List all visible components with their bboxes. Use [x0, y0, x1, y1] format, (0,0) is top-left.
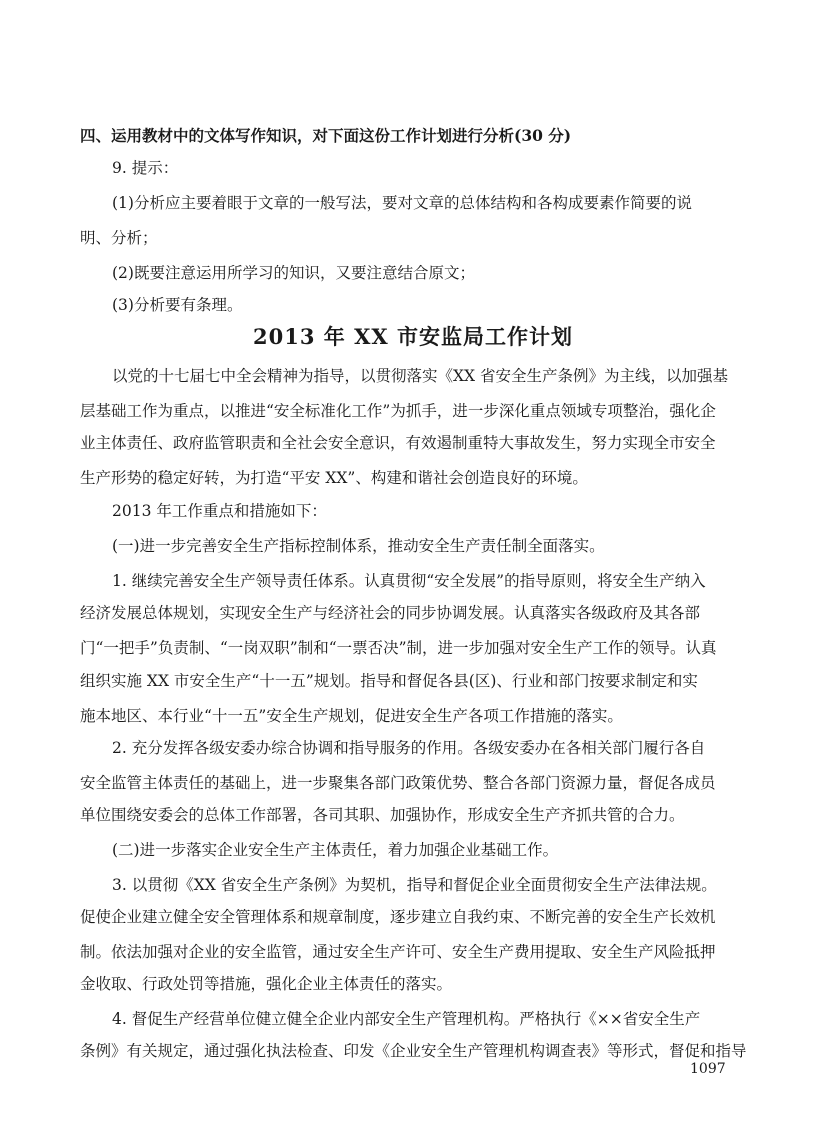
hint-1-line-1: (1)分析应主要着眼于文章的一般写法，要对文章的总体结构和各构成要素作简要的说: [112, 194, 692, 212]
hint-1-line-2: 明、分析；: [80, 229, 158, 247]
intro-line-3: 业主体责任、政府监管职责和全社会安全意识，有效遏制重特大事故发生，努力实现全市安全: [80, 434, 716, 452]
item-4-line-2: 条例》有关规定，通过强化执法检查、印发《企业安全生产管理机构调查表》等形式，督促和指导: [80, 1042, 747, 1060]
focus-line: 2013 年工作重点和措施如下：: [112, 502, 327, 520]
item-3-line-1: 3. 以贯彻《XX 省安全生产条例》为契机，指导和督促企业全面贯彻安全生产法律法规。: [112, 876, 717, 894]
hint-2: (2)既要注意运用所学习的知识，又要注意结合原文；: [112, 264, 475, 282]
item-1-line-5: 施本地区、本行业“十一五”安全生产规划，促进安全生产各项工作措施的落实。: [80, 707, 623, 725]
item-4-line-1: 4. 督促生产经营单位健立健全企业内部安全生产管理机构。严格执行《××省安全生产: [112, 1010, 701, 1028]
item-2-line-3: 单位围绕安委会的总体工作部署，各司其职、加强协作，形成安全生产齐抓共管的合力。: [80, 806, 685, 824]
item-3-line-3: 制。依法加强对企业的安全监管，通过安全生产许可、安全生产费用提取、安全生产风险抵押: [80, 943, 716, 961]
item-1-line-3: 门“一把手”负责制、“一岗双职”制和“一票否决”制，进一步加强对安全生产工作的领导。认真: [80, 639, 717, 657]
item-1-line-1: 1. 继续完善安全生产领导责任体系。认真贯彻“安全发展”的指导原则，将安全生产纳入: [112, 572, 706, 590]
hint-3: (3)分析要有条理。: [112, 296, 243, 314]
item-3-line-4: 金收取、行政处罚等措施，强化企业主体责任的落实。: [80, 975, 453, 993]
item-2-line-2: 安全监管主体责任的基础上，进一步聚集各部门政策优势、整合各部门资源力量，督促各成员: [80, 774, 716, 792]
intro-line-2: 层基础工作为重点，以推进“安全标准化工作”为抓手，进一步深化重点领域专项整治，强化企: [80, 402, 716, 420]
item-3-line-2: 促使企业建立健全安全管理体系和规章制度，逐步建立自我约束、不断完善的安全生产长效机: [80, 908, 716, 926]
item-1-line-2: 经济发展总体规划，实现安全生产与经济社会的同步协调发展。认真落实各级政府及其各部: [80, 604, 701, 622]
question-number: 9. 提示：: [112, 159, 179, 177]
intro-line-4: 生产形势的稳定好转，为打造“平安 XX”、构建和谐社会创造良好的环境。: [80, 469, 588, 487]
item-1-line-4: 组织实施 XX 市安全生产“十一五”规划。指导和督促各县(区)、行业和部门按要求制定和实: [80, 672, 698, 690]
question-heading: 四、运用教材中的文体写作知识，对下面这份工作计划进行分析(30 分): [80, 126, 572, 145]
document-title: 2013 年 XX 市安监局工作计划: [253, 324, 573, 349]
section-1-heading: (一)进一步完善安全生产指标控制体系，推动安全生产责任制全面落实。: [112, 537, 605, 555]
section-2-heading: (二)进一步落实企业安全生产主体责任，着力加强企业基础工作。: [112, 841, 559, 859]
item-2-line-1: 2. 充分发挥各级安委办综合协调和指导服务的作用。各级安委办在各相关部门履行各自: [112, 739, 706, 757]
intro-line-1: 以党的十七届七中全会精神为指导，以贯彻落实《XX 省安全生产条例》为主线，以加强基: [112, 367, 728, 385]
page-number: 1097: [690, 1061, 726, 1077]
